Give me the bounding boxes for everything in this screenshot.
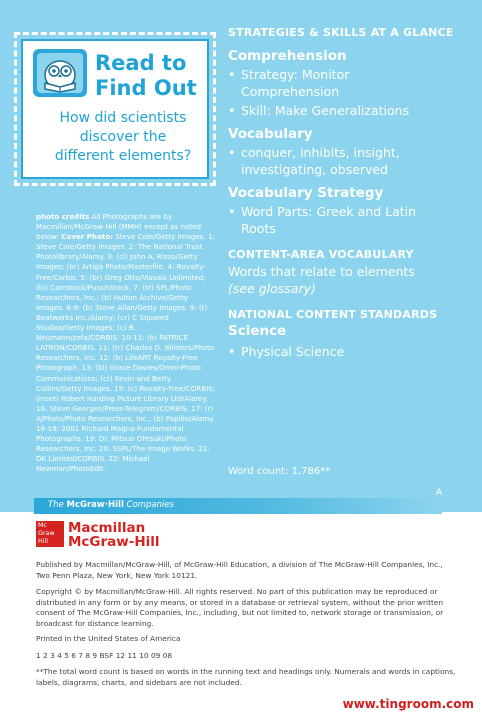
logo-name-line-2: McGraw-Hill: [68, 534, 160, 550]
comprehension-skill: • Skill: Make Generalizations: [228, 102, 476, 119]
vocabulary-words-line-2: investigating, observed: [241, 162, 389, 177]
publisher-bar-brand: McGraw·Hill: [66, 500, 124, 510]
owl-reading-icon: [31, 47, 89, 99]
question-line-3: different elements?: [54, 148, 192, 164]
word-count: Word count: 1,786**: [228, 466, 331, 477]
standards-subject: Science: [228, 323, 287, 339]
question-line-2: discover the: [79, 129, 167, 145]
vocabulary-strategy-heading: Vocabulary Strategy: [228, 185, 384, 201]
level-letter: A: [436, 488, 443, 498]
content-area-vocabulary-text: Words that relate to elements: [228, 264, 415, 279]
question-line-1: How did scientists: [59, 110, 187, 126]
vocabulary-strategy-line-2: Roots: [241, 221, 276, 236]
photo-credits-intro: All Photographs are by Macmillan/McGraw Hill (MMH) except as noted below:: [36, 212, 202, 242]
word-count-footnote: **The total word count is based on words in the running text and headings only. Numerals and words in captions, labels, diagrams, charts, and sidebars are not included.: [36, 667, 456, 687]
comprehension-heading: Comprehension: [228, 48, 347, 64]
content-area-vocabulary-heading: CONTENT-AREA VOCABULARY: [228, 248, 414, 261]
national-standards-heading: NATIONAL CONTENT STANDARDS: [228, 308, 438, 321]
vocabulary-heading: Vocabulary: [228, 126, 313, 142]
publisher-bar-suffix: Companies: [123, 500, 174, 510]
vocabulary-strategy-line-1: • Word Parts: Greek and Latin: [241, 204, 417, 219]
mcgraw-hill-logo-mark: [36, 521, 64, 547]
comprehension-strategy: [228, 66, 476, 100]
published-by-text: Published by Macmillan/McGraw-Hill, of McGraw-Hill Education, a division of The McGraw-Hill Companies, Inc., Two Penn Plaza, New York, New York 10121.: [36, 560, 443, 580]
vocabulary-words: [228, 144, 476, 178]
logo-mark-line-1: Mc: [38, 522, 47, 529]
photo-credits-body: Steve Cole/Getty Images. 1: Steve Cole/Getty Images. 2: The National Trust Photolibrary/Alamy. 3: (cl) John A. Rizzo/Getty Images; (br) Artiga Photo/Masterfile. 4: Royalty-Free/Corbis. 5: (br) Greg Otto/Visuals Unlimited; (bl) Comstock/PunchStock. 7: (tr) SPL/Photo Researchers, Inc.; (b) Hulton Archive/Getty Images. 8-9: (b) Steve Allan/Getty Images. 9: (t) Beatworks Inc./Alamy; (cr) C Squared Studios/Getty Images; (c) B. Neumann/zefa/CORBIS. 10-11: (b) PATRICE LATRON/CORBIS. 11: (tr) Charles D. Winters/Photo Researchers, Inc. 12: (b) LifeART Royalty-Free Photograph. 13: (bl) Grace Davies/Omni-Photo Communications; (cr) Kevin and Betty Collins/Getty Images. 15: (c) Royalty-Free/CORBIS; (inset) Robert Harding Picture Library Ltd/Alamy. 16: Stevn Georges/Press-Telegram/CORBIS. 17: (r) AJPhoto/Photo Researchers, Inc.; (b) Papilio/Alamy. 18-19: 2001 Richard Magna-Fundamental Photographs. 19: Dr. Mitsuo Ohtsuki/Photo Researchers, Inc. 20: SSPL/The Image Works. 21: DK Limited/CORBIS. 22: Michael Newman/PhotoEdit.: [36, 232, 216, 474]
logo-mark-line-3: Hill: [38, 538, 48, 545]
see-glossary-note: (see glossary): [228, 281, 316, 296]
comprehension-strategy-line-1: • Strategy: Monitor: [241, 67, 350, 82]
comprehension-strategy-line-2: Comprehension: [241, 84, 340, 99]
glance-heading: STRATEGIES & SKILLS AT A GLANCE: [228, 26, 454, 39]
cover-photo-label: Cover Photo:: [61, 232, 113, 242]
printing-numbers: 1 2 3 4 5 6 7 8 9 BSF 12 11 10 09 08: [36, 651, 173, 660]
guiding-question: [33, 109, 213, 166]
publisher-bar-text: [48, 500, 174, 510]
site-watermark: www.tingroom.com: [342, 697, 474, 711]
publisher-logo-name: [68, 521, 160, 549]
strategies-skills-panel: [228, 26, 476, 360]
vocabulary-strategy-item: [228, 203, 476, 237]
publisher-bar: [34, 498, 442, 514]
photo-credits: [36, 212, 218, 474]
logo-name-line-1: Macmillan: [68, 520, 146, 536]
logo-mark-line-2: Graw: [38, 530, 55, 537]
read-to-find-out-inner: [21, 39, 209, 179]
copyright-text: Copyright © by Macmillan/McGraw-Hill. All rights reserved. No part of this publication may be reproduced or distributed in any form or by any means, or stored in a database or retrieval system, without the prior written consent of The McGraw-Hill Companies, Inc., including, but not limited to, network storage or transmission, or broadcast for distance learning.: [36, 587, 444, 628]
publisher-bar-prefix: The: [48, 500, 67, 510]
read-to-find-out-title: [95, 51, 211, 101]
title-line-2: Find Out: [95, 76, 197, 100]
vocabulary-words-line-1: • conquer, inhibits, insight,: [241, 145, 400, 160]
title-line-1: Read to: [95, 51, 187, 75]
photo-credits-lead: photo credits: [36, 212, 90, 221]
read-to-find-out-box: [14, 32, 216, 186]
standards-item: • Physical Science: [228, 343, 476, 360]
printed-in-text: Printed in the United States of America: [36, 634, 181, 643]
